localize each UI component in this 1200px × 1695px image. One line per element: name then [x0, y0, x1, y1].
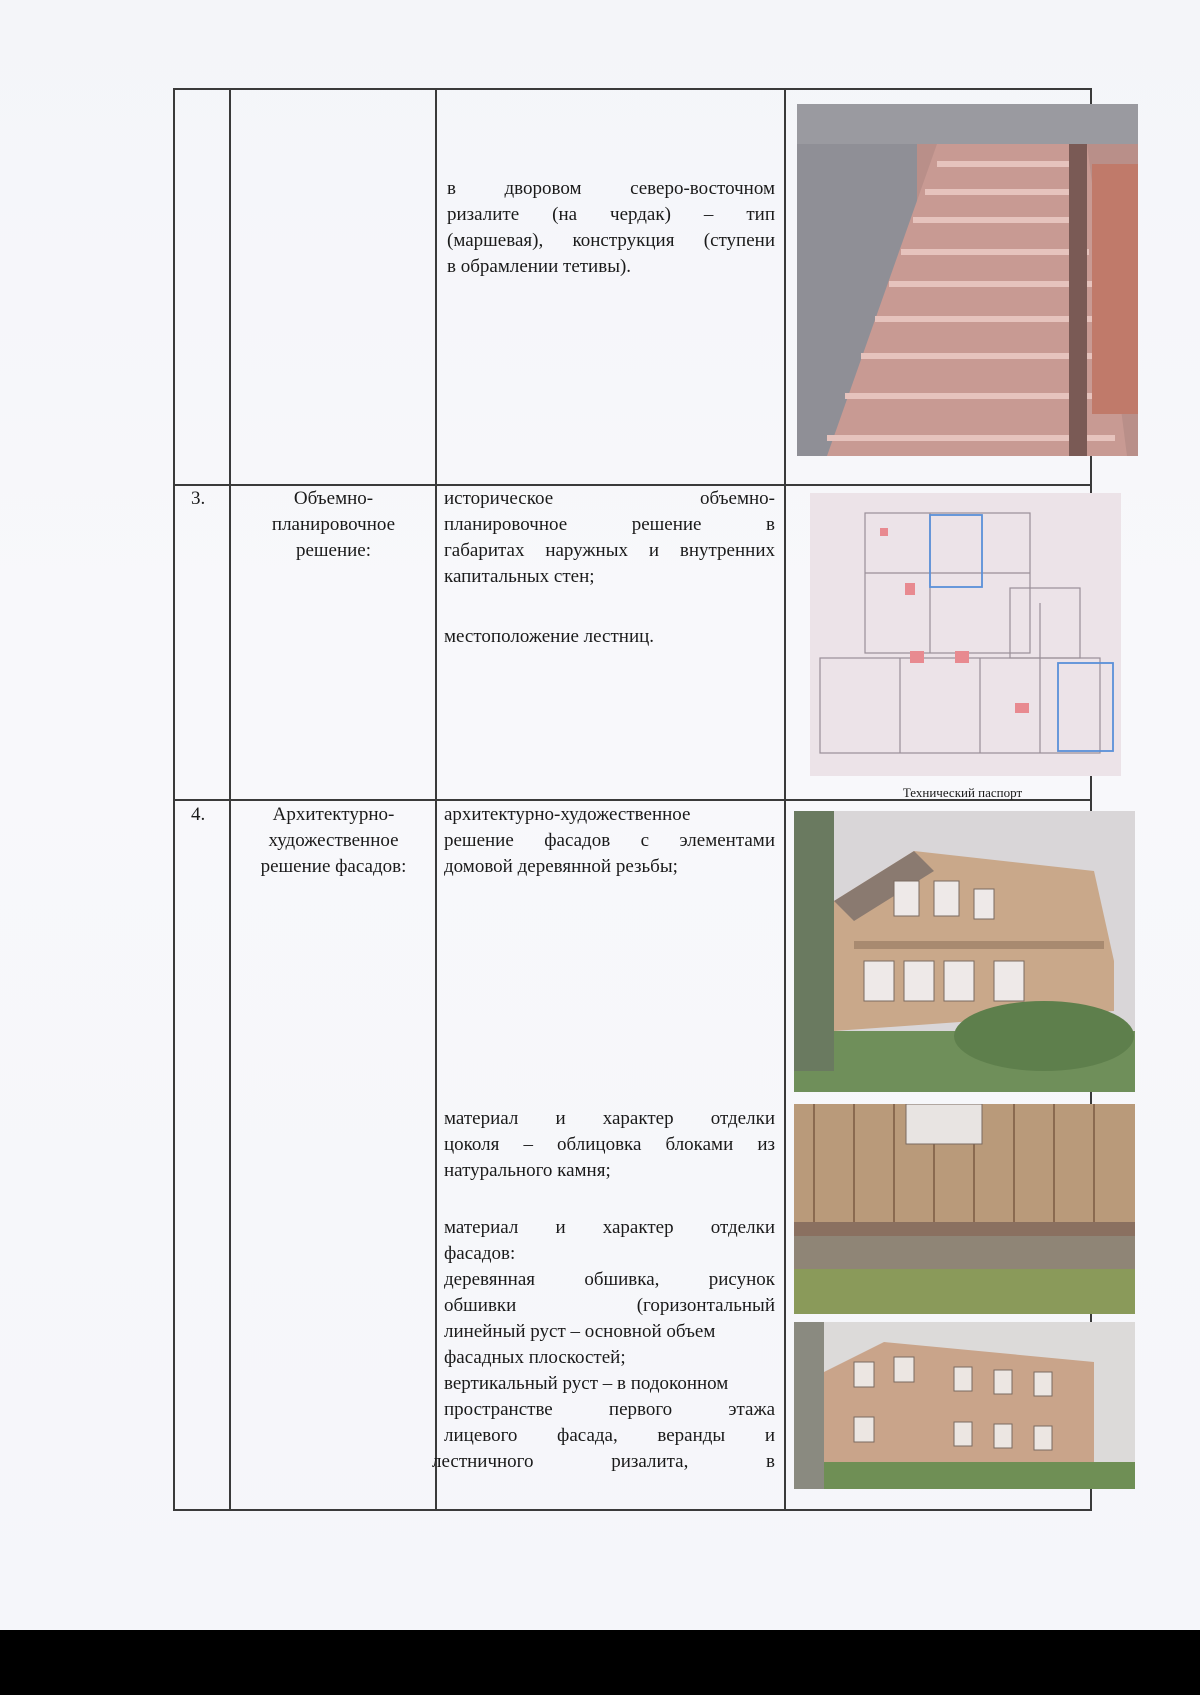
text-line: обшивки (горизонтальный: [444, 1295, 775, 1316]
staircase-photo: [797, 104, 1138, 456]
floor-plan-drawing: [810, 493, 1121, 776]
text-line: художественное: [268, 830, 399, 851]
table-border-bottom: [173, 1509, 1092, 1511]
text-line: в обрамлении тетивы).: [447, 256, 632, 277]
text-line: в дворовом северо-восточном: [447, 178, 775, 199]
text-line: фасадных плоскостей;: [444, 1347, 626, 1368]
row3-description-block2: [444, 624, 775, 650]
text-line: вертикальный руст – в подоконном: [444, 1373, 729, 1394]
text-line: натурального камня;: [444, 1160, 611, 1181]
text-line: домовой деревянной резьбы;: [444, 856, 678, 877]
text-line: планировочное: [271, 514, 396, 535]
text-line: решение фасадов:: [260, 856, 407, 877]
scan-bottom-border: [0, 1630, 1200, 1695]
text-line: пространстве первого этажа: [444, 1399, 775, 1420]
text-line: ризалите (на чердак) – тип: [447, 204, 775, 225]
text-line: фасадов:: [444, 1243, 516, 1264]
facade-side-photo: [794, 1322, 1135, 1489]
row4-name: [236, 802, 431, 880]
plinth-photo: [794, 1104, 1135, 1314]
row1-description: [447, 176, 775, 280]
row4-description-block2: [444, 1106, 775, 1184]
row3-name: [236, 486, 431, 564]
text-line: капитальных стен;: [444, 566, 595, 587]
row4-number: 4.: [191, 804, 206, 825]
text-line: решение:: [295, 540, 372, 561]
text-line: лицевого фасада, веранды и: [444, 1425, 775, 1446]
text-line: решение фасадов с элементами: [444, 830, 775, 851]
building-facade-photo: [794, 811, 1135, 1092]
text-line: деревянная обшивка, рисунок: [444, 1269, 775, 1290]
text-line: местоположение лестниц.: [444, 626, 655, 647]
text-line: планировочное решение в: [444, 514, 775, 535]
text-line: Архитектурно-: [272, 804, 395, 825]
row3-number: 3.: [191, 488, 206, 509]
text-line: материал и характер отделки: [444, 1108, 775, 1129]
text-line: материал и характер отделки: [444, 1217, 775, 1238]
text-line: цоколя – облицовка блоками из: [444, 1134, 775, 1155]
text-line: Объемно-: [293, 488, 374, 509]
row4-description-block3: [432, 1215, 775, 1475]
text-line: (маршевая), конструкция (ступени: [447, 230, 775, 251]
text-line: лестничного ризалита, в: [432, 1451, 775, 1472]
table-border-top: [173, 88, 1092, 90]
text-line: линейный руст – основной объем: [444, 1321, 716, 1342]
row4-description-block1: [444, 802, 775, 880]
text-line: габаритах наружных и внутренних: [444, 540, 775, 561]
row3-description-block1: [444, 486, 775, 590]
text-line: архитектурно-художественное: [444, 804, 691, 825]
text-line: историческое объемно-: [444, 488, 775, 509]
floor-plan-caption: Технический паспорт: [902, 785, 1023, 800]
